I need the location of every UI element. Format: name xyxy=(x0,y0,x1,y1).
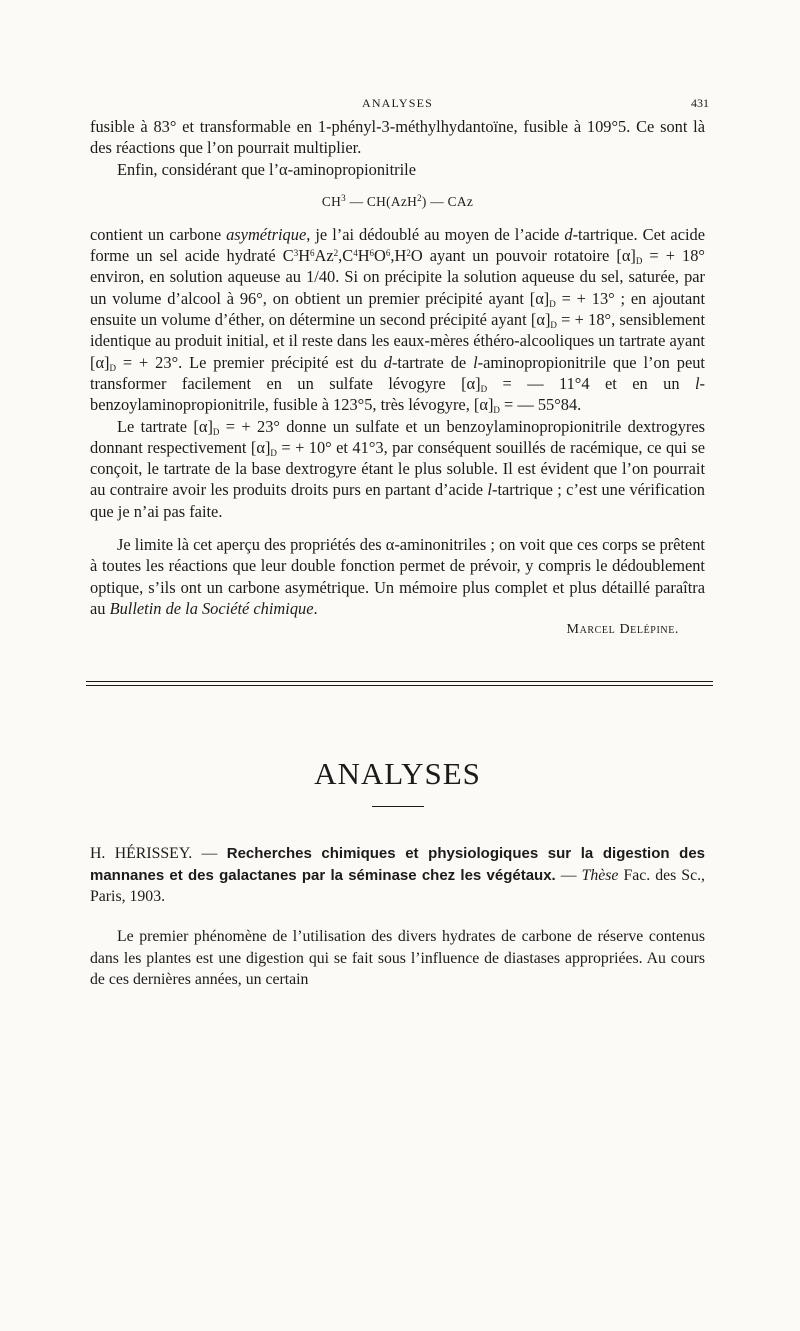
title-underline xyxy=(372,806,424,807)
page xyxy=(90,96,709,991)
review-author: H. HÉRISSEY. xyxy=(90,845,193,863)
paragraph-conclusion: Je limite là cet aperçu des propriétés des α-aminonitriles ; on voit que ces corps se prêtent à toutes les réactions que leur double fonction permet de prévoir, y compris le dédoublement optique, s’ils ont un carbone asymétrique. Un mémoire plus complet et plus détaillé paraîtra au Bulletin de la Société chimique. xyxy=(90,535,705,618)
section-divider xyxy=(90,681,705,686)
review-source: Fac. des Sc., Paris, 1903. xyxy=(90,866,705,906)
running-head-title: ANALYSES xyxy=(361,96,434,110)
running-head xyxy=(90,96,709,116)
author-signature: Marcel Delépine. xyxy=(566,622,679,638)
page-number: 431 xyxy=(691,96,709,110)
section-title: ANALYSES xyxy=(314,756,481,792)
paragraph-enfin: Enfin, considérant que l’α-aminopropionitrile xyxy=(117,159,416,179)
review-title: Recherches chimiques et physiologiques sur la digestion des mannanes et des galactanes par la séminase chez les végétaux. xyxy=(90,845,705,884)
paragraph-dedoublement: contient un carbone asymétrique, je l’ai dédoublé au moyen de l’acide d-tartrique. Cet acide forme un sel acide hydraté $C^3H^6Az^2,C^4H^6O^6,H^2O$ ayant un pouvoir rotatoire $[\alpha]_D$ = + 18° environ, en solution aqueuse au 1/40. Si on précipite la solution aqueuse du sel, saturée, par un volume d’alcool à 96°, on obtient un premier précipité ayant $[\alpha]_D$ = + 13° ; en ajoutant ensuite un volume d’éther, on détermine un second précipité ayant $[\alpha]_D$ = + 18°, sensiblement identique au produit initial, et il reste dans les eaux-mères éthéro-alcooliques un tartrate ayant $[\alpha]_D$ = + 23°. Le premier précipité est du d-tartrate de l-aminopropionitrile que l’on peut transformer facilement en un sulfate lévogyre $[\alpha]_D$ = — 11°4 et en un l-benzoylaminopropionitrile, fusible à 123°5, très lévogyre, $[\alpha]_D$ = — 55°84. xyxy=(90,224,706,416)
chemical-formula: $CH^3$ — CH(AzH$^2$) — CAz xyxy=(321,192,474,209)
review-source-italic: Thèse xyxy=(581,866,619,884)
paragraph-continued: fusible à 83° et transformable en 1-phényl-3-méthylhydantoïne, fusible à 109°5. Ce sont là des réactions que l’on pourrait multiplier. xyxy=(90,117,705,158)
review-entry-heading: H. HÉRISSEY. — Recherches chimiques et physiologiques sur la digestion des mannanes et des galactanes par la séminase chez les végétaux. — Thèse Fac. des Sc., Paris, 1903. xyxy=(90,845,705,906)
review-abstract: Le premier phénomène de l’utilisation des divers hydrates de carbone de réserve contenus dans les plantes est une digestion qui se fait sous l’influence de diastases appropriées. Au cours de ces dernières années, un certain xyxy=(90,927,705,989)
paragraph-tartrate: Le tartrate $[\alpha]_D$ = + 23° donne un sulfate et un benzoylaminopropionitrile dextrogyres donnant respectivement $[\alpha]_D$ = + 10° et 41°3, par conséquent souillés de racémique, ce qui se conçoit, le tartrate de la base dextrogyre étant le plus soluble. Il est évident que l’on pourrait au contraire avoir les produits droits purs en partant d’acide l-tartrique ; c’est une vérification que je n’ai pas faite. xyxy=(90,416,705,521)
